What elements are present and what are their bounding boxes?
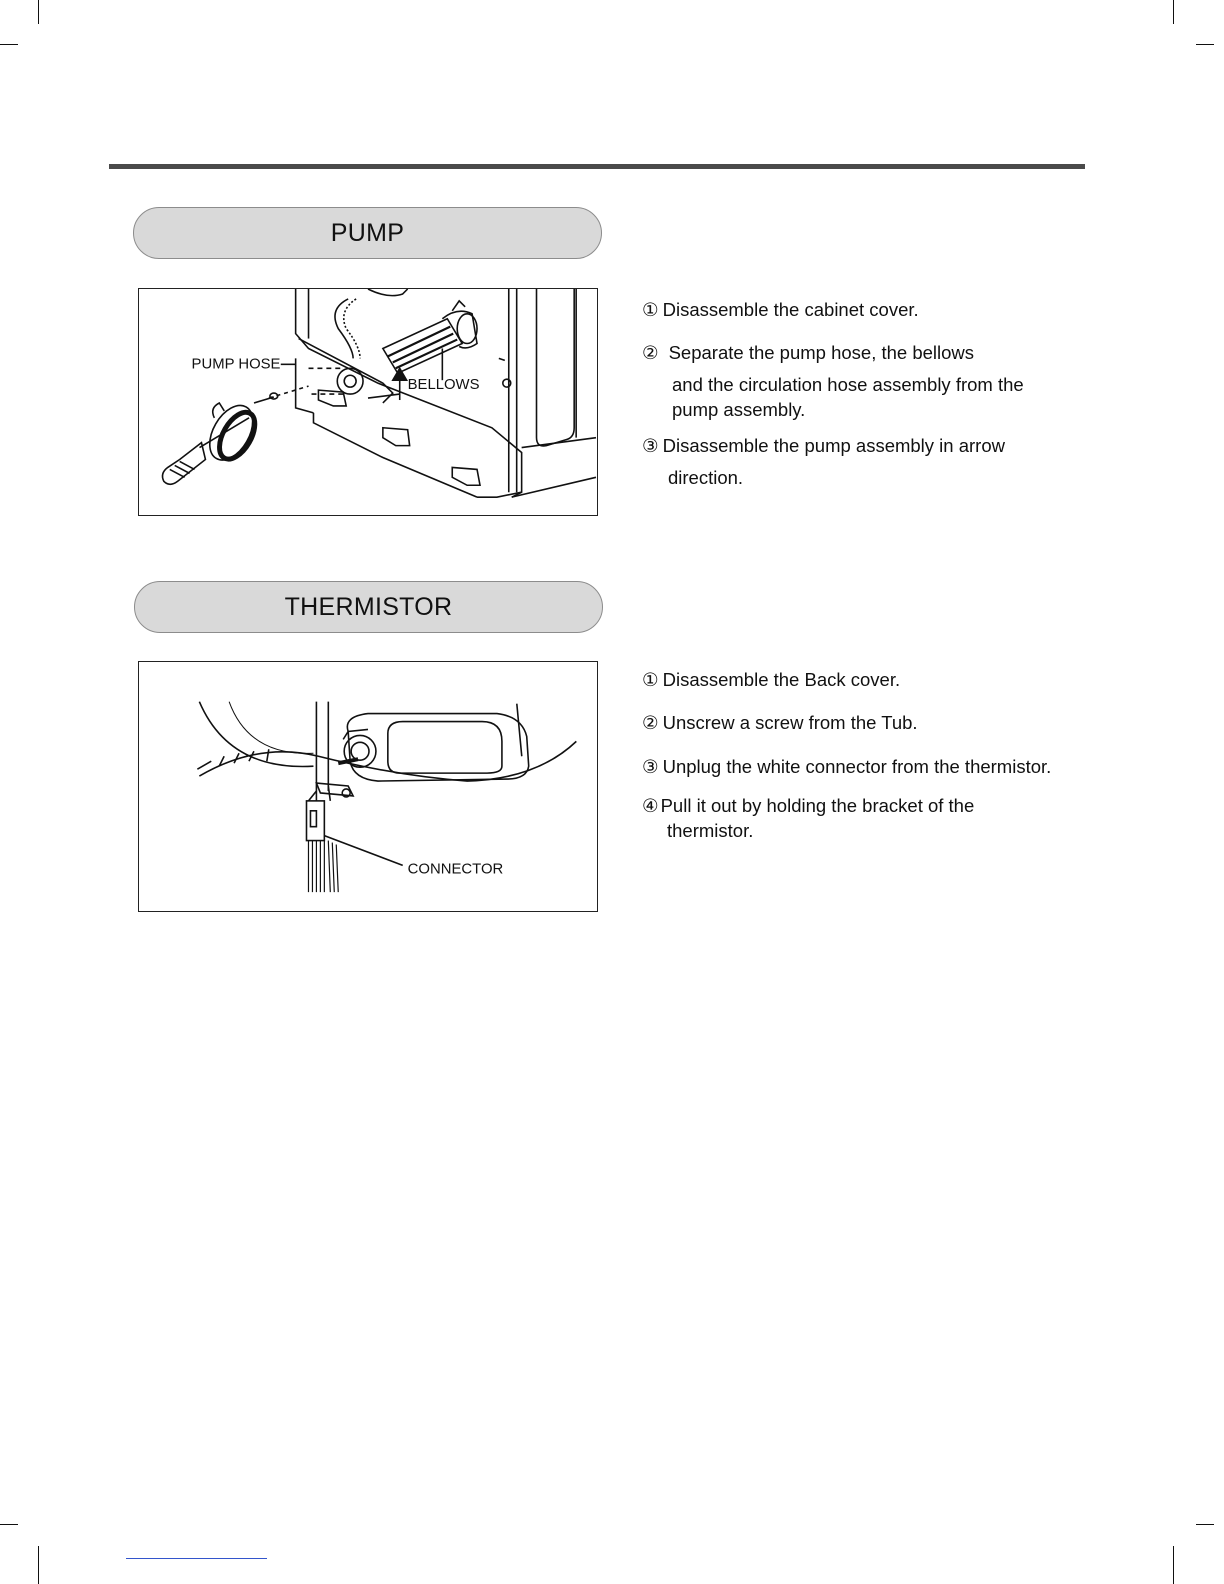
- crop-mark: [1173, 0, 1174, 24]
- bellows-label: BELLOWS: [407, 377, 480, 394]
- pump-step-1: [642, 297, 919, 322]
- footer-link-underline: [126, 1558, 267, 1559]
- step-number: ④: [642, 795, 659, 816]
- crop-mark: [38, 1546, 39, 1584]
- step-text: Unscrew a screw from the Tub.: [662, 712, 918, 733]
- pump-step-2: [642, 340, 1024, 422]
- step-text: direction.: [668, 467, 744, 488]
- crop-mark: [38, 0, 39, 24]
- pump-hose-label: PUMP HOSE: [191, 356, 281, 373]
- pump-step-3: [642, 433, 1005, 490]
- thermistor-illustration: [139, 662, 597, 911]
- crop-mark: [0, 1524, 18, 1525]
- thermistor-step-4: [642, 793, 974, 843]
- section-title-pump: PUMP: [133, 207, 602, 259]
- step-text: thermistor.: [667, 820, 754, 841]
- step-number: ②: [642, 342, 659, 363]
- step-text: Disassemble the pump assembly in arrow: [662, 435, 1005, 456]
- header-rule: [109, 164, 1085, 169]
- step-number: ①: [642, 299, 659, 320]
- step-number: ③: [642, 435, 659, 456]
- thermistor-step-2: [642, 710, 918, 735]
- thermistor-step-3: [642, 754, 1051, 779]
- thermistor-figure: [138, 661, 598, 912]
- connector-label: CONNECTOR: [407, 861, 504, 878]
- step-text: Pull it out by holding the bracket of the: [660, 795, 975, 816]
- step-text: pump assembly.: [672, 399, 806, 420]
- section-title-thermistor: THERMISTOR: [134, 581, 603, 633]
- step-number: ③: [642, 756, 659, 777]
- step-number: ②: [642, 712, 659, 733]
- crop-mark: [1173, 1546, 1174, 1584]
- crop-mark: [1196, 1524, 1214, 1525]
- step-text: and the circulation hose assembly from the: [672, 374, 1024, 395]
- step-number: ①: [642, 669, 659, 690]
- crop-mark: [0, 44, 18, 45]
- pump-illustration: [139, 289, 597, 515]
- crop-mark: [1196, 44, 1214, 45]
- step-text: Disassemble the cabinet cover.: [662, 299, 919, 320]
- step-text: Disassemble the Back cover.: [662, 669, 901, 690]
- thermistor-step-1: [642, 667, 900, 692]
- pump-figure: [138, 288, 598, 516]
- step-text: Separate the pump hose, the bellows: [668, 342, 975, 363]
- step-text: Unplug the white connector from the thermistor.: [662, 756, 1052, 777]
